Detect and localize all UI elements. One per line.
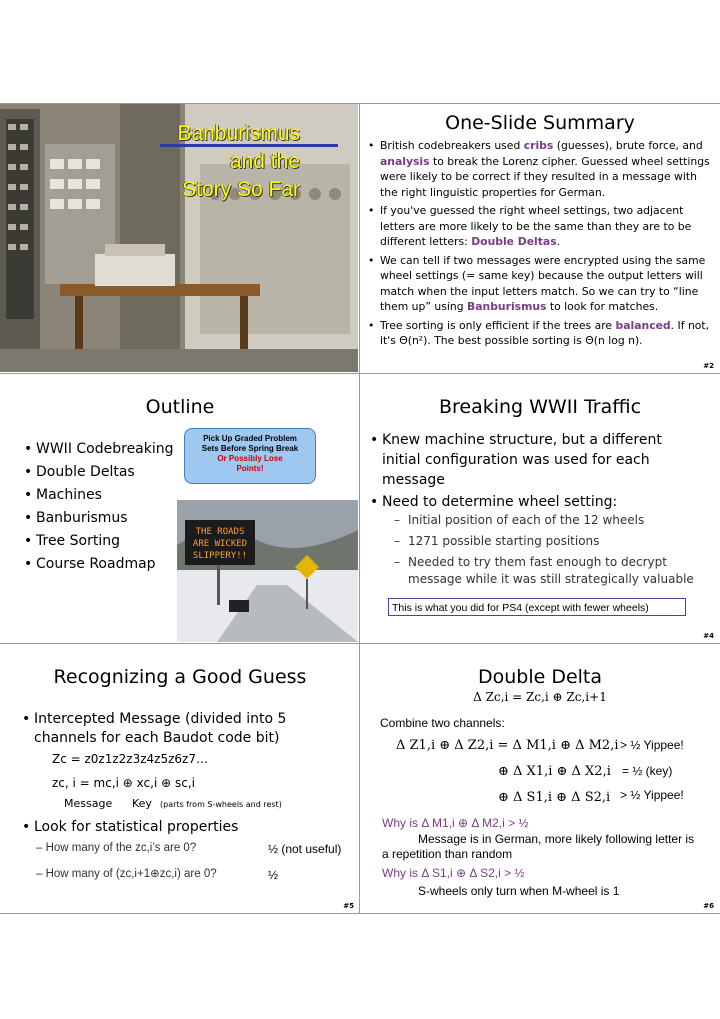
key-parts-label: (parts from S-wheels and rest) [160,800,282,809]
callout-box [184,428,316,484]
list-item: • Tree Sorting [24,530,184,553]
slide-title [177,120,300,204]
sub-list [394,512,694,588]
outline-list [24,438,184,576]
z-sequence: Zc = z0z1z2z3z4z5z6z7… [52,752,208,766]
callout-warning: Or Possibly Lose Points! [217,454,283,473]
combine-label: Combine two channels: [380,716,505,730]
slide-title: One-Slide Summary [445,112,635,134]
bullet-list [22,818,342,837]
callout-text: Pick Up Graded Problem Sets Before Spring Break [201,434,299,453]
answer: ½ (not useful) [268,842,342,856]
list-item: • Need to determine wheel setting: [370,492,700,512]
page-number: #2 [703,362,714,370]
list-item: • Course Roadmap [24,553,184,576]
bullet-list [368,138,714,349]
list-item: • Double Deltas [24,461,184,484]
list-item: • Knew machine structure, but a different initial configuration was used for each message [370,430,700,490]
title-line: Story So Far [182,178,300,201]
slide-1 [0,104,360,374]
double-delta-definition: Δ Zc,i = Zc,i ⊕ Zc,i+1 [473,690,607,704]
question: Why is Δ S1,i ⊕ Δ S2,i > ½ [382,866,525,880]
equation-note: > ½ Yippee! [620,738,684,752]
list-item: • British codebreakers used cribs (guesses), brute force, and analysis to break the Lorenz cipher. Guessed wheel settings were likely to be correct if they resulted in a message with the right linguistic properties for German. [368,138,714,200]
list-item: • Tree sorting is only efficient if the trees are balanced. If not, it's Θ(n²). The best possible sorting is Θ(n log n). [368,318,714,349]
slide-4 [360,374,720,644]
equation-row: ⊕ Δ S1,i ⊕ Δ S2,i [498,790,611,805]
sub-item: – Needed to try them fast enough to decrypt message while it was still strategically valuable [394,555,694,586]
answer: S-wheels only turn when M-wheel is 1 [418,884,620,898]
slide-title: Outline [145,396,215,418]
equation-row: ⊕ Δ X1,i ⊕ Δ X2,i [498,764,611,779]
sign-text: THE ROADS [195,527,245,537]
equation-note: > ½ Yippee! [620,788,684,802]
list-item: • Look for statistical properties [22,818,342,837]
equation-row: Δ Z1,i ⊕ Δ Z2,i = Δ M1,i ⊕ Δ M2,i [396,738,619,753]
list-item: • WWII Codebreaking [24,438,184,461]
bullet-list [22,710,342,748]
slide-5 [0,644,360,914]
list-item: • Intercepted Message (divided into 5 channels for each Baudot code bit) [22,710,342,748]
list-item: • If you've guessed the right wheel settings, two adjacent letters are more likely to be the same than they are to be different letters: Double Deltas. [368,203,714,250]
z-equation: zc, i = mc,i ⊕ xc,i ⊕ sc,i [52,776,195,790]
equation-note: = ½ (key) [622,764,673,778]
slide-6 [360,644,720,914]
key-label: Key [132,797,152,810]
slide-title: Recognizing a Good Guess [53,666,307,688]
question: Why is Δ M1,i ⊕ Δ M2,i > ½ [382,816,529,830]
answer: Message is in German, more likely following letter is a repetition than random [382,832,695,861]
list-item: • We can tell if two messages were encrypted using the same wheel settings (= same key) because the output letters will match when the input letters match. So we can try to “line them up” using Banburismus to look for matches. [368,253,714,315]
sign-text: ARE WICKED [192,539,248,549]
bullet-list [370,430,700,512]
sub-item: – Initial position of each of the 12 wheels [394,513,645,527]
note-box: This is what you did for PS4 (except with fewer wheels) [388,598,686,616]
question: – How many of the zc,i’s are 0? [36,842,197,854]
page-number: #5 [343,902,354,910]
page-number: #6 [703,902,714,910]
sign-text: SLIPPERY!! [192,551,248,561]
page-number: #4 [703,632,714,640]
title-line: Banburismus [177,122,300,145]
slide-2 [360,104,720,374]
slide-title: Breaking WWII Traffic [438,396,642,418]
snow-road-photo [177,500,358,642]
message-label: Message [64,797,113,810]
list-item: • Banburismus [24,507,184,530]
slide-3 [0,374,360,644]
list-item: • Machines [24,484,184,507]
sub-item: – 1271 possible starting positions [394,534,600,548]
slide-title: Double Delta [477,666,603,688]
title-line: and the [229,150,300,173]
question: – How many of (zc,i+1⊕zc,i) are 0? [36,868,217,880]
answer: ½ [268,868,279,882]
